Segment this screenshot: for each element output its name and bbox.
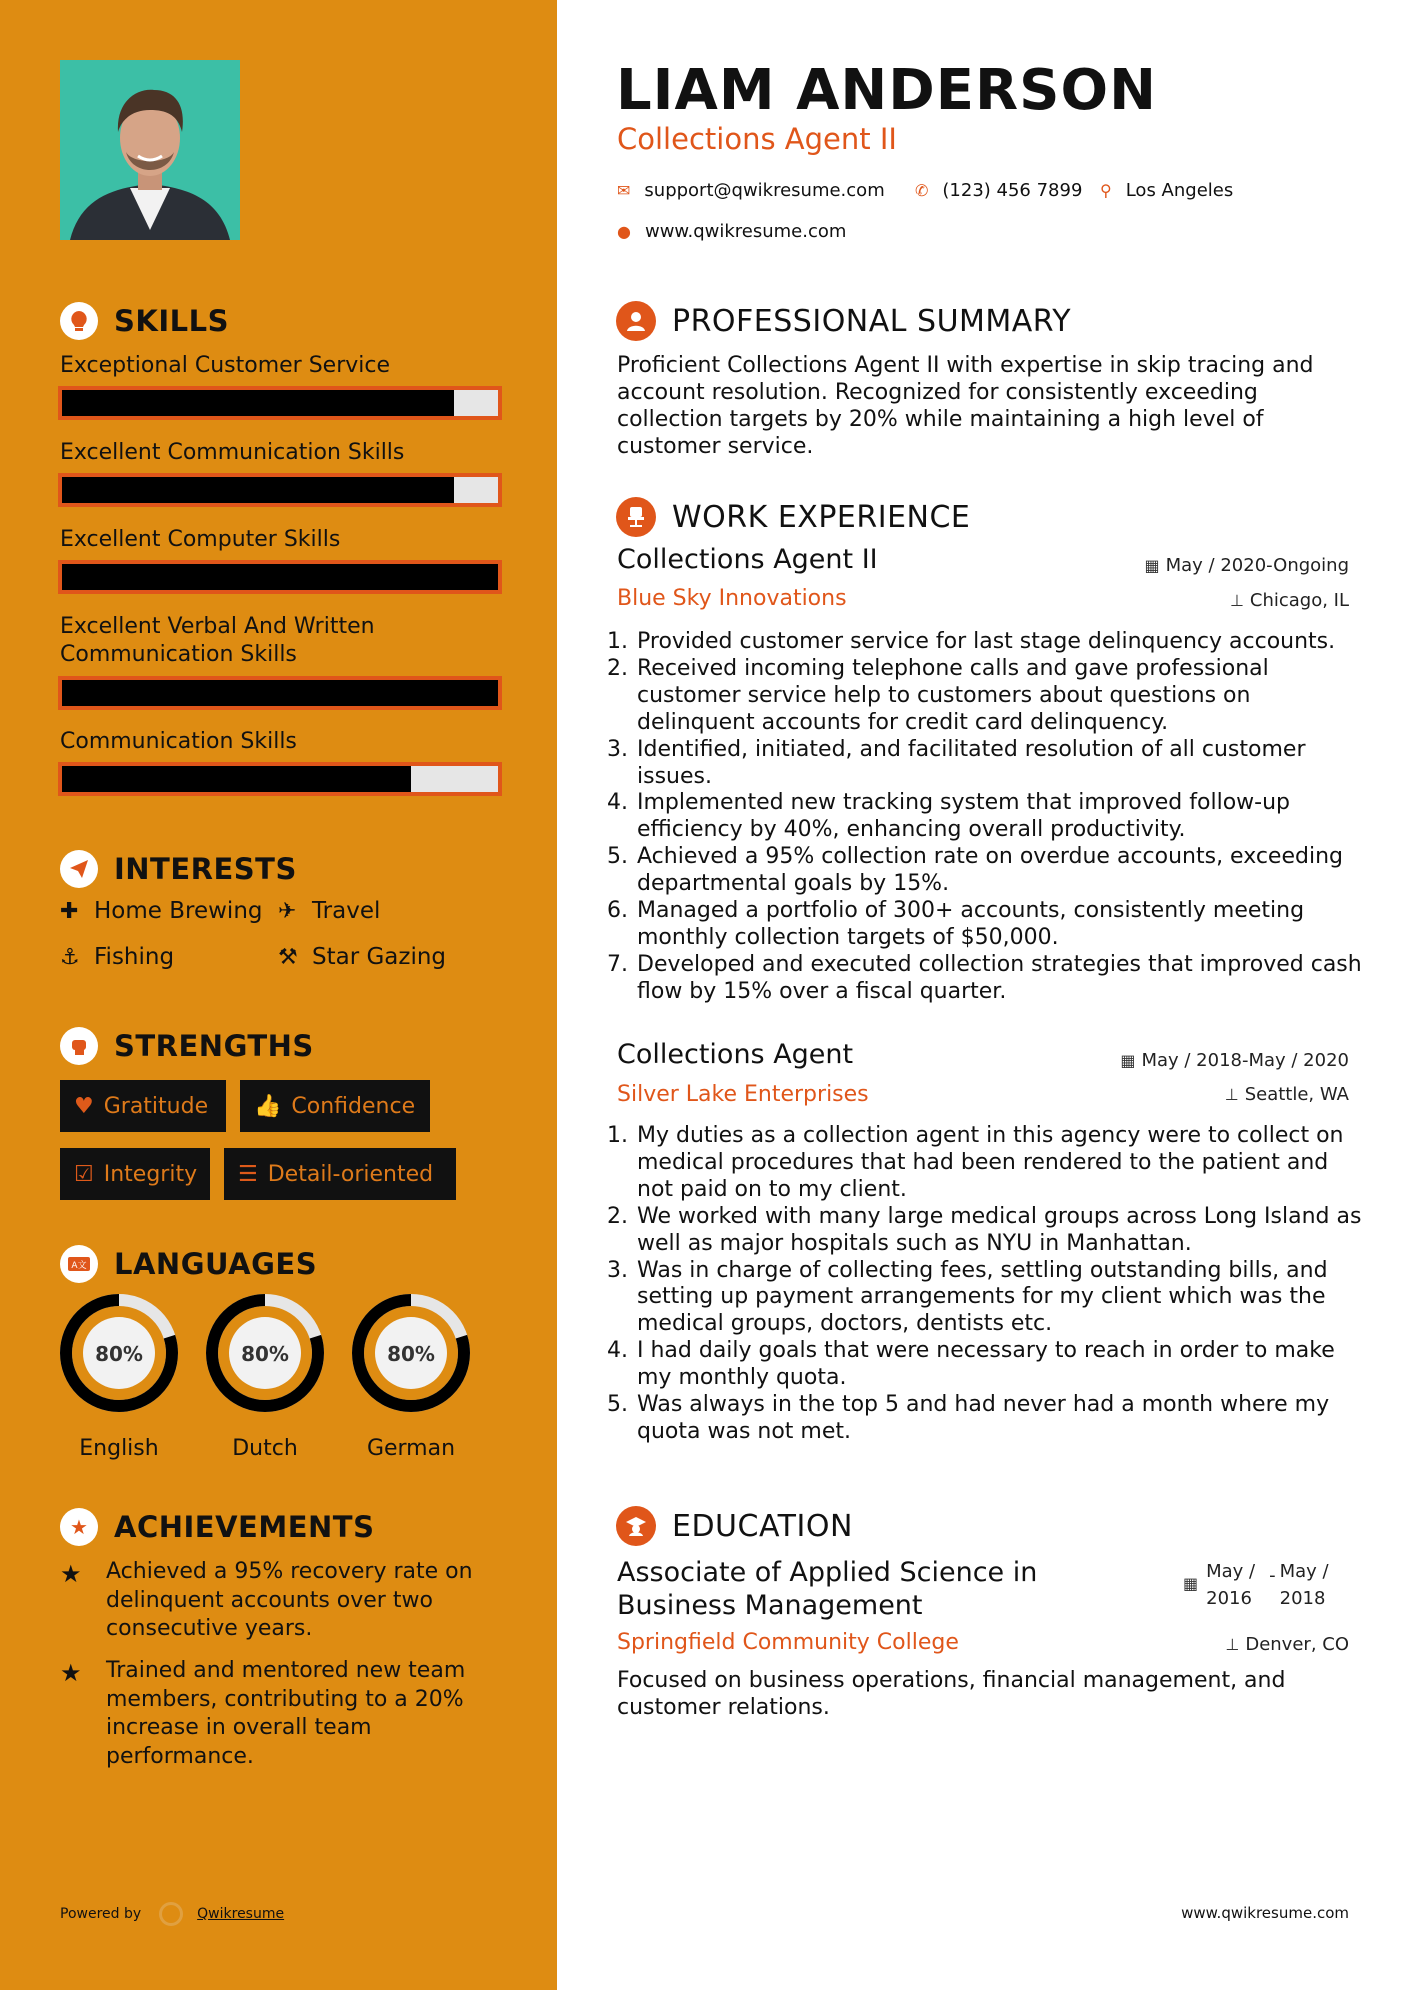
person-portrait-image bbox=[60, 60, 240, 240]
education-start bbox=[1206, 1558, 1255, 1612]
pushpin-icon: ⊥ bbox=[1225, 1635, 1240, 1654]
calendar-icon: ▦ bbox=[1183, 1574, 1199, 1593]
skill-bar-fill bbox=[62, 766, 411, 792]
anchor-icon: ⚓ bbox=[60, 944, 80, 970]
education-school: Springfield Community College bbox=[617, 1630, 959, 1655]
plane-icon: ✈ bbox=[278, 898, 297, 924]
job-duties bbox=[617, 629, 1362, 1006]
language-percent: 80% bbox=[241, 1342, 289, 1366]
duty-item: 4. I had daily goals that were necessary to reach in order to make my monthly quota. bbox=[635, 1338, 1362, 1392]
calendar-icon: ▦ bbox=[1120, 1051, 1136, 1070]
skill-label: Excellent Verbal And Written Communication Skills bbox=[60, 614, 375, 667]
interest-label: Home Brewing bbox=[94, 898, 263, 924]
strength-chip bbox=[240, 1080, 430, 1132]
office-chair-icon bbox=[616, 497, 656, 537]
contact-website bbox=[617, 221, 846, 242]
paper-plane-icon bbox=[60, 850, 98, 888]
achievements-title: ACHIEVEMENTS bbox=[114, 1510, 375, 1544]
interests-heading bbox=[60, 850, 297, 888]
education-dates bbox=[1183, 1558, 1329, 1612]
achievement-text: Achieved a 95% recovery rate on delinquent accounts over two consecutive years. bbox=[106, 1559, 473, 1641]
experience-heading bbox=[616, 497, 970, 537]
education-location bbox=[1225, 1634, 1349, 1655]
education-start-month: May / bbox=[1206, 1561, 1256, 1582]
interest-item bbox=[60, 944, 174, 970]
education-text: Focused on business operations, financial management, and customer relations. bbox=[617, 1668, 1286, 1720]
strength-label: Detail-oriented bbox=[267, 1161, 434, 1187]
job-title: Collections Agent bbox=[617, 1039, 854, 1070]
language-item bbox=[204, 1292, 326, 1461]
email-text[interactable]: support@qwikresume.com bbox=[644, 180, 885, 201]
fist-icon bbox=[60, 1027, 98, 1065]
skill-bar bbox=[58, 676, 502, 710]
skill-bar bbox=[58, 560, 502, 594]
profile-photo bbox=[60, 60, 240, 240]
job-dates-text: May / 2020-Ongoing bbox=[1165, 555, 1349, 576]
language-ring bbox=[204, 1292, 326, 1414]
achievements-heading bbox=[60, 1508, 374, 1546]
education-location-text: Denver, CO bbox=[1245, 1634, 1349, 1655]
globe-icon: ● bbox=[617, 222, 631, 241]
language-percent: 80% bbox=[387, 1342, 435, 1366]
star-icon: ★ bbox=[60, 1659, 82, 1687]
star-badge-icon: ★ bbox=[60, 1508, 98, 1546]
phone-text: (123) 456 7899 bbox=[942, 180, 1083, 201]
skill-bar-fill bbox=[62, 564, 498, 590]
qwikresume-logo-icon bbox=[159, 1902, 183, 1926]
education-date-separator: - bbox=[1269, 1565, 1276, 1586]
duty-item: 6. Managed a portfolio of 300+ accounts, consistently meeting monthly collection targets of $50,000. bbox=[635, 898, 1362, 952]
duty-item: 1. Provided customer service for last stage delinquency accounts. bbox=[635, 629, 1362, 656]
lightbulb-icon bbox=[60, 302, 98, 340]
interest-item bbox=[278, 944, 446, 970]
interest-item bbox=[278, 898, 380, 924]
skill-bar-fill bbox=[62, 390, 454, 416]
experience-title: WORK EXPERIENCE bbox=[672, 499, 971, 535]
heart-icon: ♥ bbox=[74, 1093, 94, 1119]
calendar-icon: ▦ bbox=[1144, 556, 1160, 575]
job-title: Collections Agent II bbox=[617, 544, 878, 575]
skill-label: Excellent Communication Skills bbox=[60, 440, 405, 465]
languages-heading bbox=[60, 1245, 317, 1283]
powered-by bbox=[60, 1902, 284, 1926]
duty-item: 5. Was always in the top 5 and had never had a month where my quota was not met. bbox=[635, 1392, 1362, 1446]
education-end bbox=[1280, 1558, 1329, 1612]
user-icon bbox=[616, 301, 656, 341]
education-title: EDUCATION bbox=[672, 1508, 853, 1544]
summary-title: PROFESSIONAL SUMMARY bbox=[672, 303, 1072, 339]
skill-bar bbox=[58, 386, 502, 420]
skills-title: SKILLS bbox=[114, 304, 229, 338]
strengths-heading bbox=[60, 1027, 314, 1065]
interest-label: Star Gazing bbox=[312, 944, 447, 970]
list-icon: ☰ bbox=[238, 1161, 258, 1187]
pushpin-icon: ⊥ bbox=[1224, 1085, 1239, 1104]
interest-item bbox=[60, 898, 263, 924]
job-dates bbox=[1145, 555, 1350, 576]
education-start-year: 2016 bbox=[1206, 1588, 1252, 1609]
job-company: Blue Sky Innovations bbox=[617, 586, 847, 611]
website-text[interactable]: www.qwikresume.com bbox=[644, 221, 847, 242]
contact-phone bbox=[915, 180, 1082, 201]
candidate-name: LIAM ANDERSON bbox=[616, 58, 1157, 123]
strength-chip bbox=[60, 1080, 226, 1132]
brand-link[interactable]: Qwikresume bbox=[197, 1906, 285, 1922]
svg-text:A文: A文 bbox=[71, 1261, 87, 1271]
job-dates bbox=[1120, 1050, 1349, 1071]
gavel-icon: ⚒ bbox=[278, 944, 298, 970]
strength-label: Confidence bbox=[291, 1093, 416, 1119]
language-name: German bbox=[366, 1436, 456, 1461]
job-dates-text: May / 2018-May / 2020 bbox=[1141, 1050, 1349, 1071]
interests-title: INTERESTS bbox=[114, 852, 297, 886]
thumbs-up-icon: 👍 bbox=[254, 1093, 282, 1119]
contact-location bbox=[1100, 180, 1233, 201]
language-percent: 80% bbox=[95, 1342, 143, 1366]
job-location bbox=[1225, 1084, 1349, 1105]
language-item bbox=[58, 1292, 180, 1461]
candidate-role: Collections Agent II bbox=[617, 122, 897, 156]
duty-item: 7. Developed and executed collection strategies that improved cash flow by 15% over a fiscal quarter. bbox=[635, 952, 1362, 1006]
education-end-month: May / bbox=[1279, 1561, 1329, 1582]
summary-text: Proficient Collections Agent II with expertise in skip tracing and account resolution. Recognized for consistently exceeding collection targets by 20% while maintaining a high level of customer service. bbox=[617, 353, 1314, 459]
duty-item: 5. Achieved a 95% collection rate on overdue accounts, exceeding departmental goals by 15%. bbox=[635, 844, 1362, 898]
star-icon: ★ bbox=[60, 1560, 82, 1588]
education-heading bbox=[616, 1506, 853, 1546]
achievement-text: Trained and mentored new team members, contributing to a 20% increase in overall team performance. bbox=[106, 1658, 466, 1769]
summary-heading bbox=[616, 301, 1071, 341]
duty-item: 1. My duties as a collection agent in this agency were to collect on medical procedures that had been rendered to the patient and not paid on to my client. bbox=[635, 1123, 1362, 1204]
skills-heading bbox=[60, 302, 229, 340]
skill-label: Communication Skills bbox=[60, 729, 297, 754]
job-location-text: Chicago, IL bbox=[1249, 590, 1349, 611]
map-pin-icon: ⚲ bbox=[1100, 181, 1112, 200]
job-location-text: Seattle, WA bbox=[1244, 1084, 1349, 1105]
phone-icon: ✆ bbox=[915, 181, 929, 200]
strengths-title: STRENGTHS bbox=[114, 1029, 314, 1063]
strength-chip bbox=[60, 1148, 210, 1200]
skill-bar-fill bbox=[62, 477, 454, 503]
skill-label: Exceptional Customer Service bbox=[60, 353, 391, 378]
duty-item: 4. Implemented new tracking system that improved follow-up efficiency by 40%, enhancing overall productivity. bbox=[635, 790, 1362, 844]
skill-bar bbox=[58, 473, 502, 507]
education-end-year: 2018 bbox=[1279, 1588, 1326, 1609]
footer-url[interactable]: www.qwikresume.com bbox=[1181, 1904, 1349, 1922]
strength-label: Integrity bbox=[103, 1161, 198, 1187]
duty-item: 2. We worked with many large medical groups across Long Island as well as major hospitals such as NYU in Manhattan. bbox=[635, 1204, 1362, 1258]
achievement-item bbox=[60, 1558, 500, 1644]
powered-by-label: Powered by bbox=[60, 1906, 142, 1922]
skill-bar bbox=[58, 762, 502, 796]
duty-item: 3. Was in charge of collecting fees, settling outstanding bills, and setting up payment arrangements for my client which was the medical groups, doctors, dentists etc. bbox=[635, 1258, 1362, 1339]
language-name: Dutch bbox=[232, 1436, 298, 1461]
job-company: Silver Lake Enterprises bbox=[617, 1082, 869, 1107]
education-degree: Associate of Applied Science in Business Management bbox=[617, 1557, 1038, 1621]
strength-chip bbox=[224, 1148, 456, 1200]
languages-title: LANGUAGES bbox=[114, 1247, 318, 1281]
language-ring bbox=[350, 1292, 472, 1414]
language-ring bbox=[58, 1292, 180, 1414]
puzzle-icon: ✚ bbox=[60, 898, 79, 924]
pushpin-icon: ⊥ bbox=[1229, 591, 1244, 610]
contact-email bbox=[617, 180, 885, 201]
language-name: English bbox=[79, 1436, 159, 1461]
language-item bbox=[350, 1292, 472, 1461]
envelope-icon: ✉ bbox=[617, 181, 631, 200]
interest-label: Travel bbox=[312, 898, 381, 924]
skill-bar-fill bbox=[62, 680, 498, 706]
sidebar bbox=[0, 0, 557, 1990]
strength-label: Gratitude bbox=[103, 1093, 209, 1119]
skill-label: Excellent Computer Skills bbox=[60, 527, 341, 552]
duty-item: 2. Received incoming telephone calls and gave professional customer service help to customers about questions on delinquent accounts for credit card delinquency. bbox=[635, 656, 1362, 737]
graduate-icon bbox=[616, 1506, 656, 1546]
job-duties bbox=[617, 1123, 1362, 1446]
duty-item: 3. Identified, initiated, and facilitated resolution of all customer issues. bbox=[635, 737, 1362, 791]
check-square-icon: ☑ bbox=[74, 1161, 94, 1187]
location-text: Los Angeles bbox=[1125, 180, 1234, 201]
language-card-icon bbox=[60, 1245, 98, 1283]
achievement-item bbox=[60, 1657, 500, 1771]
interest-label: Fishing bbox=[94, 944, 175, 970]
job-location bbox=[1230, 590, 1349, 611]
